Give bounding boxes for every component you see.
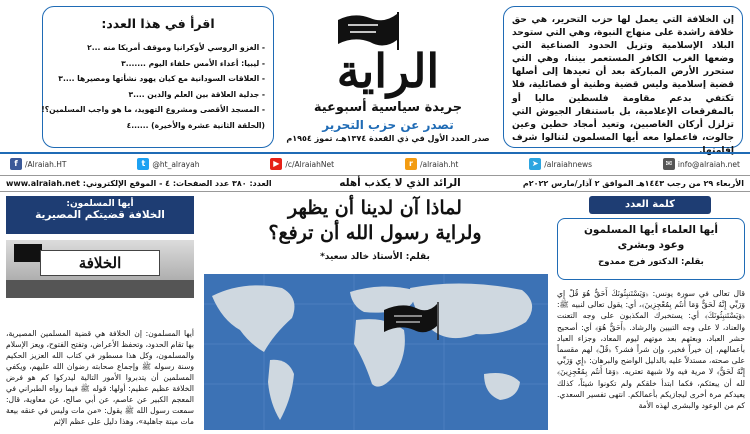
social-rss[interactable]: r /alraiah.ht <box>405 158 458 170</box>
twitter-icon: t <box>137 158 149 170</box>
caliphate-article <box>6 196 194 430</box>
issue-item[interactable]: - العلاقات السودانية مع كيان يهود نشأتها ومصيرها ....٣ <box>58 74 265 84</box>
rss-icon: r <box>405 158 417 170</box>
crowd-shape <box>6 280 194 298</box>
editorial-tab[interactable]: كلمة العدد <box>589 196 711 214</box>
telegram-icon: ➤ <box>529 158 541 170</box>
editorial-title-l1: أيها العلماء أيها المسلمون <box>583 224 719 236</box>
editorial-title-l2: وعود وبشرى <box>617 239 685 251</box>
email-icon: ✉ <box>663 158 675 170</box>
caliphate-article-title-l1: أيها المسلمون: <box>66 199 134 209</box>
main-headline-l2: ولراية رسول الله أن ترفع؟ <box>268 222 482 244</box>
caliphate-article-title-l2: الخلافة قضيتكم المصيرية <box>35 209 165 221</box>
facebook-icon: f <box>10 158 22 170</box>
main-headline-l1: لماذا آن لدينا أن يظهر <box>288 197 462 219</box>
world-map-image <box>204 274 548 430</box>
protest-photo <box>6 240 194 298</box>
editorial-title-box[interactable] <box>557 218 745 280</box>
publisher-tagline: تصدر عن حزب التحرير <box>322 118 454 132</box>
issue-number: العدد: ٣٨٠ عدد الصفحات: ٤ - الموقع الإلكتروني: www.alraiah.net <box>6 179 272 188</box>
caliphate-statement-box <box>503 6 743 156</box>
in-this-issue-title: اقرأ في هذا العدد: <box>101 16 215 31</box>
issue-item[interactable]: - ليبيا: أعداء الأمس حلفاء اليوم .......٣ <box>121 58 265 68</box>
social-email[interactable]: ✉ info@alraiah.net <box>663 158 740 170</box>
issue-info-bar <box>0 175 750 192</box>
social-telegram[interactable]: ➤ /alraiahnews <box>529 158 592 170</box>
social-links-bar <box>0 152 750 174</box>
slogan: الرائد الذي لا يكذب أهله <box>339 177 461 189</box>
issue-item[interactable]: (الحلقة الثانية عشرة والأخيرة) ......٤ <box>126 120 265 130</box>
newspaper-title: الراية <box>336 44 440 98</box>
social-facebook[interactable]: f /Alraiah.HT <box>10 158 66 170</box>
caliphate-article-body: أيها المسلمون: إن الخلافة هي قضية المسلمين المصيرية، بها تقام الحدود، وتحفظ الأعراض، وتفتح الفتوح، ويعز الإسلام والمسلمون، وكل هذا مسطور في كتاب الله العزيز الحكيم وسنة رسوله ﷺ وإجماع صحابته رضوان الله عليهم، ويكفي المسلمين أن يتدبروا الأمور التالية ليدركوا كم هو فرض الخلافة عظيم عظيم: أولها: قوله ﷺ فيما رواه الطبراني في المعجم الكبير عن عاصم، عن أبي صالح، عن معاوية، قال: سمعت رسول الله ﷺ يقول: «من مات وليس في عنقه بيعة مات ميتة جاهلية»، وهذا دليل على عظم الإثم <box>6 329 194 426</box>
editorial-author: بقلم: الدكتور فرج ممدوح <box>598 257 704 267</box>
main-headline[interactable] <box>204 196 546 246</box>
protest-banner: الخلافة <box>40 250 160 276</box>
youtube-icon: ▶ <box>270 158 282 170</box>
in-this-issue-box <box>42 6 274 148</box>
caliphate-article-header[interactable] <box>6 196 194 234</box>
masthead[interactable] <box>282 2 494 148</box>
issue-item[interactable]: - المسجد الأقصى ومشروع التهويد، ما هو واجب المسلمين؟! <box>41 105 265 115</box>
flag-icon <box>14 244 42 262</box>
first-issue-note: صدر العدد الأول في ذي القعدة ١٣٧٤هـ، تموز ١٩٥٤م <box>286 134 490 143</box>
world-map-icon <box>204 274 548 430</box>
issue-item[interactable]: - الغزو الروسي لأوكرانيا وموقف أمريكا منه ...٢ <box>87 43 265 52</box>
caliphate-statement-text: إن الخلافة التي يعمل لها حزب التحرير، هي حق خلافة راشدة على منهاج النبوة، وهي التي ستوحد البلاد الإسلامية وتزيل الحدود الصناعية التي وضعها الغرب الكافر المستعمر بيننا، وهي التي ستحرر الأرض المباركة بعد أن تعيدها إلى أصلها قضية إسلامية وليس قضية وطنية أو فصائلية، فلا تكتفي بدعم مقاومة فلسطين ماليا أو بالمفرقعات الإعلامية، بل باستنفار الجيوش التي تزلزل أركان الغاصبين، وتعيد أمجاد حطين وعين جالوت، فاعملوا معه أيها المسلمون لتنالوا شرف إقامتها. <box>512 14 734 156</box>
social-twitter[interactable]: t @ht_alrayah <box>137 158 199 170</box>
editorial-body: قال تعالى في سورة يونس: ﴿وَيَسْتَنبِئُونَكَ أَحَقٌّ هُوَ قُلْ إِي وَرَبِّي إِنَّهُ لَحَقٌّ وَمَا أَنتُم بِمُعْجِزِينَ﴾، أي: يقول تعالى لنبيه ﷺ: ﴿وَيَسْتَنبِئُونَكَ﴾ أي: يستخبرك المكذبون على وجه التعنت والعناد، لا على وجه التبيين والرشاد. ﴿أَحَقٌّ هُوَ﴾ أي: أصحيح حشر العباد، وبعثهم بعد موتهم ليوم المعاد، وجزاء العباد بأعمالهم، إن خيراً فخير، وإن شراً فشر؟ ﴿قُلْ﴾ لهم مقسماً على صحته، مستدلاً عليه بالدليل الواضح والبرهان: ﴿إِي وَرَبِّي إِنَّهُ لَحَقٌّ﴾ لا مرية فيه ولا شبهة تعتريه. ﴿وَمَا أَنتُم بِمُعْجِزِينَ﴾ لله أن يبعثكم، فكما ابتدأ خلقكم ولم تكونوا شيئاً، كذلك يعيدكم مرة أخرى ليجازيكم بأعمالكم. انتهى تفسير السعدي. كم من الوعود والبشرى لهذه الأمة <box>557 289 745 411</box>
social-youtube[interactable]: ▶ /c/AlraiahNet <box>270 158 334 170</box>
in-this-issue-list <box>41 40 265 134</box>
issue-date: الأربعاء ٢٩ من رجب ١٤٤٣هـ الموافق ٢ آذار/مارس ٢٠٢٢م <box>522 179 744 188</box>
issue-item[interactable]: - جدلية العلاقة بين العلم والدين ....٣ <box>128 89 265 99</box>
editorial-column <box>557 196 745 430</box>
main-article-author: بقلم: الأستاذ خالد سعيد* <box>320 252 430 262</box>
newspaper-subtitle: جريدة سياسية أسبوعية <box>313 100 463 115</box>
